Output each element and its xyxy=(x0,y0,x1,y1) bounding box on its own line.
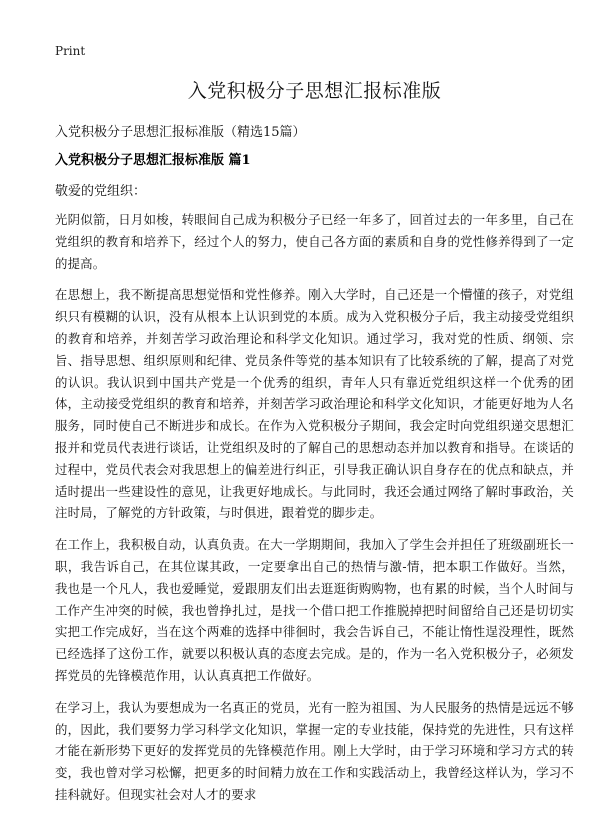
document-body xyxy=(55,209,574,816)
paragraph-study: 在学习上，我认为要想成为一名真正的党员，光有一腔为祖国、为人民服务的热情是远远不够的，因此，我们要努力学习科学文化知识，掌握一定的专业技能，保持党的先进性，只有这样才能在新形势下更好的发挥党员的先锋模范作用。刚上大学时，由于学习环境和学习方式的转变，我也曾对学习松懈，把更多的时间精力放在工作和实践活动上，我曾经这样认为，学习不挂科就好。但现实社会对人才的要求 xyxy=(55,699,574,802)
section-heading: 入党积极分子思想汇报标准版 篇1 xyxy=(55,153,251,168)
document-subtitle: 入党积极分子思想汇报标准版（精选15篇） xyxy=(55,125,306,140)
document-title: 入党积极分子思想汇报标准版 xyxy=(187,80,442,102)
paragraph-intro: 光阴似箭，日月如梭，转眼间自己成为积极分子已经一年多了，回首过去的一年多里，自己在党组织的教育和培养下，经过个人的努力，使自己各方面的素质和自身的党性修养得到了一定的提高。 xyxy=(55,212,574,271)
paragraph-work: 在工作上，我积极自动，认真负责。在大一学期期间，我加入了学生会并担任了班级副班长一职，我告诉自己，在其位谋其政，一定要拿出自己的热情与激-情，把本职工作做好。当然，我也是一个凡人，我也爱睡觉，爱跟朋友们出去逛逛街购购物，也有累的时候，当个人时间与工作产生冲突的时候，我也曾挣扎过，是找一个借口把工作推脱掉把时间留给自己还是切切实实把工作完成好，当在这个两难的选择中徘徊时，我会告诉自己，不能让惰性逞没理性，既然已经选择了这份工作，就要以积极认真的态度去完成。是的，作为一名入党积极分子，必须发挥党员的先锋模范作用，认认真真把工作做好。 xyxy=(55,537,574,683)
print-link[interactable]: Print xyxy=(55,44,86,58)
paragraph-thought: 在思想上，我不断提高思想觉悟和党性修养。刚入大学时，自己还是一个懵懂的孩子，对党组织只有模糊的认识，没有从根本上认识到党的本质。成为入党积极分子后，我主动接受党组织的教育和培养，并刻苦学习政治理论和科学文化知识。通过学习，我对党的性质、纲领、宗旨、指导思想、组织原则和纪律、党员条件等党的基本知识有了比较系统的了解，提高了对党的认识。我认识到中国共产党是一个优秀的组织，青年人只有靠近党组织这样一个优秀的团体，主动接受党组织的教育和培养，并刻苦学习政治理论和科学文化知识，才能更好地为人名服务，同时使自己不断进步和成长。在作为入党积极分子期间，我会定时向党组织递交思想汇报并和党员代表进行谈话，让党组织及时的了解自己的思想动态并加以教育和指导。在谈话的过程中，党员代表会对我思想上的偏差进行纠正，引导我正确认识自身存在的优点和缺点，并适时提出一些建设性的意见，让我更好地成长。与此同时，我还会通过网络了解时事政治，关注时局，了解党的方针政策，与时俱进，跟着党的脚步走。 xyxy=(55,287,574,521)
greeting: 敬爱的党组织： xyxy=(55,184,147,199)
